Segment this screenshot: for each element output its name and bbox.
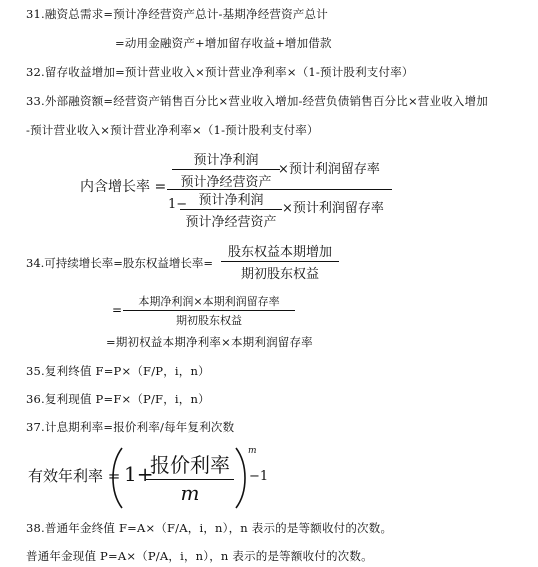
exponent: m [248,446,257,456]
top-denominator: 预计净经营资产 [180,175,272,190]
top-numerator: 预计净利润 [193,153,259,168]
formula-31-line1: 31.融资总需求=预计净经营资产总计-基期净经营资产总计 [26,7,328,21]
formula-38-line2: 普通年金现值 P=A×（P/A，i，n），n 表示的是等额收付的次数。 [26,549,373,563]
fraction-1-numerator: 股东权益本期增加 [227,245,332,260]
fraction-2-denominator: 期初股东权益 [176,314,242,327]
formula-34-fraction-2 [123,293,295,328]
formula-34-fraction-1 [221,241,339,282]
fraction-2-numerator: 本期净利润×本期利润留存率 [138,295,280,308]
inner-growth-label: 内含增长率 = [80,179,167,195]
effective-rate-numerator: 报价利率 [150,453,230,477]
formula-33-line2: -预计营业收入×预计营业净利率×（1-预计股利支付率） [26,123,319,137]
formula-32: 32.留存收益增加=预计营业收入×预计营业净利率×（1-预计股利支付率） [26,65,414,79]
effective-rate-label: 有效年利率 = [28,467,121,485]
bottom-prefix: 1− [168,197,188,212]
formula-34-label: 34.可持续增长率=股东权益增长率= [26,256,214,270]
inner-growth-bottom-fraction [180,189,282,230]
inner-growth-top-fraction [172,149,280,190]
effective-rate-fraction [146,449,234,505]
formula-38-line1: 38.普通年金终值 F=A×（F/A，i，n），n 表示的是等额收付的次数。 [26,521,393,535]
bottom-denominator: 预计净经营资产 [185,215,277,230]
formula-34-equals: = [112,303,123,317]
bottom-multiplier: ×预计利润留存率 [282,201,384,216]
formula-31-line2: =动用金融资产+增加留存收益+增加借款 [115,36,332,50]
effective-rate-denominator: m [180,481,200,505]
formula-33-line1: 33.外部融资额=经营资产销售百分比×营业收入增加-经营负债销售百分比×营业收入增加 [26,94,488,108]
fraction-1-denominator: 期初股东权益 [240,267,319,282]
one-plus: 1+ [124,462,154,486]
formula-35: 35.复利终值 F=P×（F/P，i，n） [26,364,210,378]
formula-34-line3: =期初权益本期净利率×本期利润留存率 [106,335,313,349]
formula-36: 36.复利现值 P=F×（P/F，i，n） [26,392,210,406]
formula-37: 37.计息期利率=报价利率/每年复利次数 [26,420,235,434]
minus-one: −1 [249,469,269,484]
top-multiplier: ×预计利润留存率 [278,162,380,177]
bottom-numerator: 预计净利润 [198,193,264,208]
